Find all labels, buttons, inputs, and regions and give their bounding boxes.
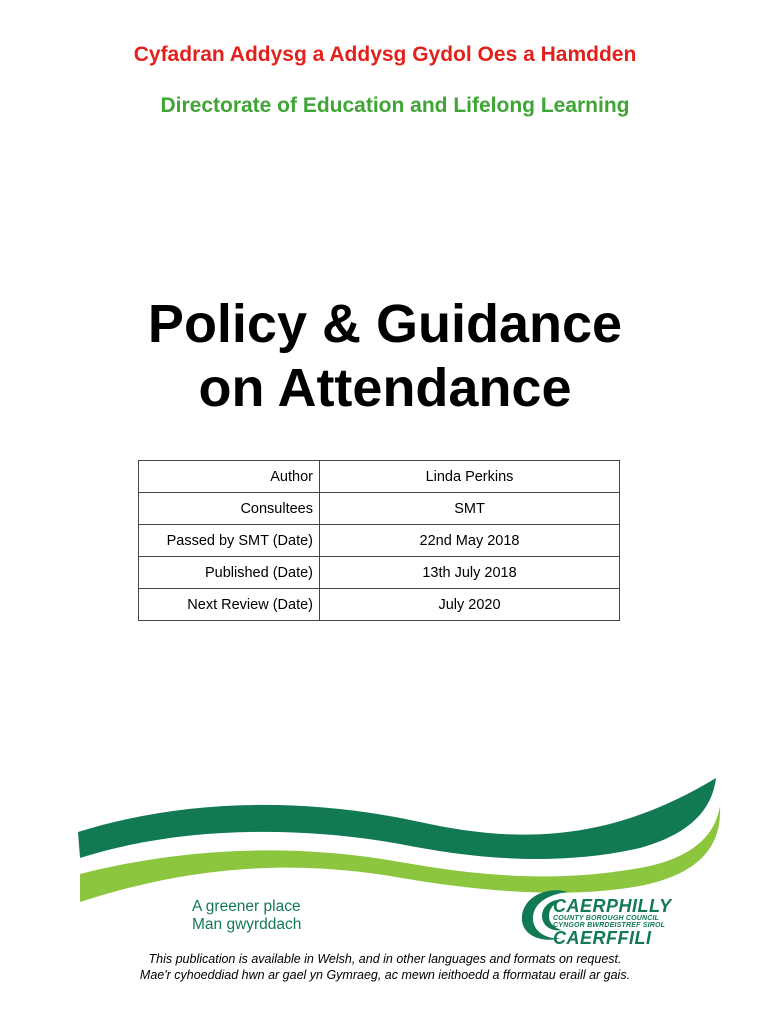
council-logo-text [553,897,672,947]
detail-label: Passed by SMT (Date) [139,525,320,557]
detail-value: 22nd May 2018 [320,525,620,557]
table-row [139,557,620,589]
welsh-directorate-heading: Cyfadran Addysg a Addysg Gydol Oes a Hamdden [133,43,637,66]
logo-line-caerffili: CAERFFILI [553,928,652,948]
table-row [139,493,620,525]
logo-line-council: COUNTY BOROUGH COUNCIL [553,915,660,922]
table-row [139,525,620,557]
table-row [139,461,620,493]
detail-label: Published (Date) [139,557,320,589]
detail-value: SMT [320,493,620,525]
detail-value: Linda Perkins [320,461,620,493]
logo-line-cyngor: CYNGOR BWRDEISTREF SIROL [553,922,666,929]
detail-label: Next Review (Date) [139,589,320,621]
title-line-2: on Attendance [198,358,572,418]
footer-welsh: Mae'r cyhoeddiad hwn ar gael yn Gymraeg, ac mewn ieithoedd a fformatau eraill ar gais. [139,968,631,982]
detail-value: 13th July 2018 [320,557,620,589]
detail-value: July 2020 [320,589,620,621]
document-title [0,292,770,420]
green-swoosh-graphic [0,770,770,910]
logo-line-caerphilly: CAERPHILLY [553,896,672,916]
title-line-1: Policy & Guidance [147,294,623,354]
slogan-welsh: Man gwyrddach [192,916,302,933]
detail-label: Consultees [139,493,320,525]
table-row [139,589,620,621]
document-details-table [138,460,620,621]
footer-note [0,951,770,983]
slogan-english: A greener place [192,898,301,915]
slogan [192,898,301,934]
english-directorate-heading: Directorate of Education and Lifelong Learning [160,94,630,117]
detail-label: Author [139,461,320,493]
footer-english: This publication is available in Welsh, and in other languages and formats on request. [148,952,622,966]
